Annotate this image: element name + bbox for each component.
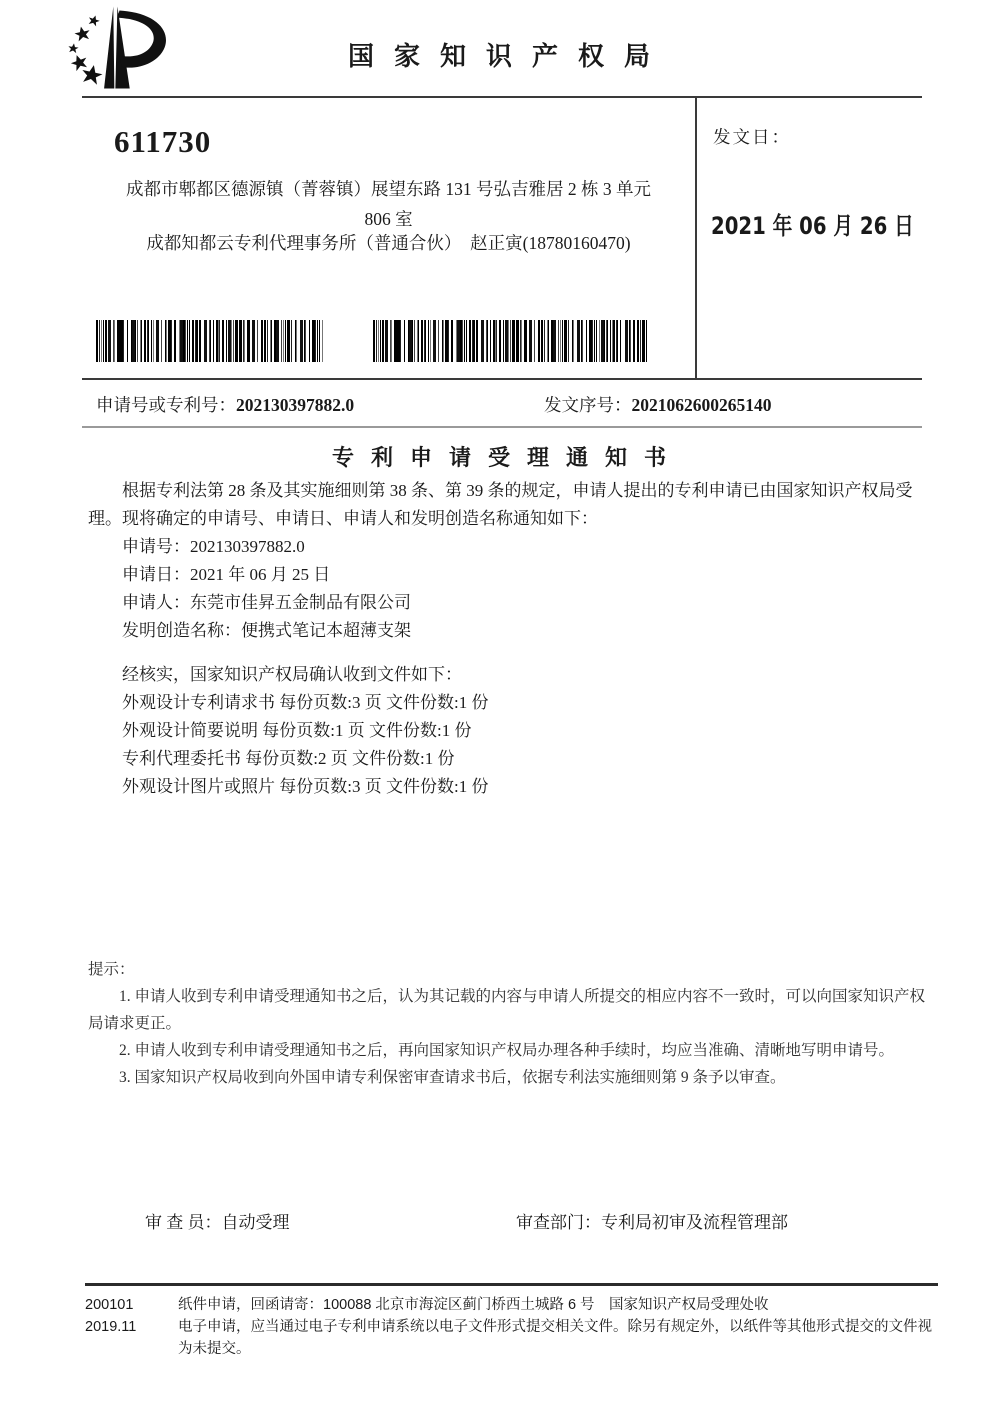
mailing-section — [82, 98, 922, 380]
examiner-label: 审 查 员： — [145, 1213, 222, 1232]
footer-line-2: 电子申请，应当通过电子专利申请系统以电子文件形式提交相关文件。除另有规定外，以纸件等其他形式提交的文件视为未提交。 — [178, 1319, 932, 1357]
field-application-number — [122, 533, 934, 561]
document-item: 外观设计图片或照片 每份页数:3 页 文件份数:1 份 — [122, 777, 489, 796]
application-number-label: 申请号或专利号： — [96, 395, 236, 415]
note-item-3: 3. 国家知识产权局收到向外国申请专利保密审查请求书后，依据专利法实施细则第 9 条予以审查。 — [119, 1069, 786, 1086]
field-value: 202130397882.0 — [190, 537, 305, 556]
postal-code: 611730 — [114, 124, 212, 159]
field-label: 申请日： — [122, 565, 190, 584]
form-code: 200101 — [85, 1297, 134, 1313]
field-value: 2021 年 06 月 25 日 — [190, 565, 331, 584]
issue-date-value: 2021 年 06 月 26 日 — [711, 212, 914, 240]
received-documents-section — [122, 661, 934, 801]
agent-line: 成都知都云专利代理事务所（普通合伙） 赵正寅(18780160470) — [146, 233, 631, 253]
note-item-2: 2. 申请人收到专利申请受理通知书之后，再向国家知识产权局办理各种手续时，均应当准确、清晰地写明申请号。 — [119, 1042, 895, 1059]
form-footer — [85, 1283, 938, 1360]
barcode-right — [373, 320, 647, 362]
form-date: 2019.11 — [85, 1319, 137, 1335]
notice-body — [88, 477, 934, 801]
department-label: 审查部门： — [516, 1213, 601, 1232]
serial-number-value: 2021062600265140 — [631, 395, 772, 415]
notes-section — [88, 956, 934, 1091]
examiner-value: 自动受理 — [221, 1213, 290, 1232]
footer-line-1: 纸件申请，回函请寄：100088 北京市海淀区蓟门桥西土城路 6 号 国家知识产权局受理处收 — [178, 1297, 769, 1313]
address-line-2: 806 室 — [364, 209, 413, 229]
field-invention-title — [122, 617, 934, 645]
serial-number-label: 发文序号： — [544, 395, 632, 415]
note-item-1: 1. 申请人收到专利申请受理通知书之后，认为其记载的内容与申请人所提交的相应内容不一致时，可以向国家知识产权局请求更正。 — [88, 988, 926, 1032]
field-value: 便携式笔记本超薄支架 — [241, 621, 411, 640]
mailing-address-block — [82, 98, 695, 378]
field-value: 东莞市佳昇五金制品有限公司 — [190, 593, 411, 612]
notice-intro: 根据专利法第 28 条及其实施细则第 38 条、第 39 条的规定，申请人提出的专利申请已由国家知识产权局受理。现将确定的申请号、申请日、申请人和发明创造名称通知如下： — [88, 481, 913, 528]
field-filing-date — [122, 561, 934, 589]
barcode-left — [96, 320, 324, 362]
issue-date-box — [695, 98, 922, 378]
numbers-row — [82, 380, 922, 428]
received-intro: 经核实，国家知识产权局确认收到文件如下： — [122, 665, 462, 684]
department-value: 专利局初审及流程管理部 — [601, 1213, 788, 1232]
application-fields — [122, 533, 934, 645]
document-item: 外观设计简要说明 每份页数:1 页 文件份数:1 份 — [122, 721, 472, 740]
issue-date-label: 发文日： — [713, 127, 791, 147]
address-line-1: 成都市郫都区德源镇（菁蓉镇）展望东路 131 号弘吉雅居 2 栋 3 单元 — [126, 179, 651, 199]
field-label: 发明创造名称： — [122, 621, 241, 640]
field-label: 申请号： — [122, 537, 190, 556]
agency-title: 国家知识产权局 — [347, 42, 670, 71]
application-number-value: 202130397882.0 — [236, 395, 355, 415]
field-applicant — [122, 589, 934, 617]
document-item: 外观设计专利请求书 每份页数:3 页 文件份数:1 份 — [122, 693, 489, 712]
field-label: 申请人： — [122, 593, 190, 612]
notes-label: 提示： — [88, 961, 135, 978]
document-item: 专利代理委托书 每份页数:2 页 文件份数:1 份 — [122, 749, 455, 768]
notice-title: 专利申请受理通知书 — [331, 445, 683, 470]
